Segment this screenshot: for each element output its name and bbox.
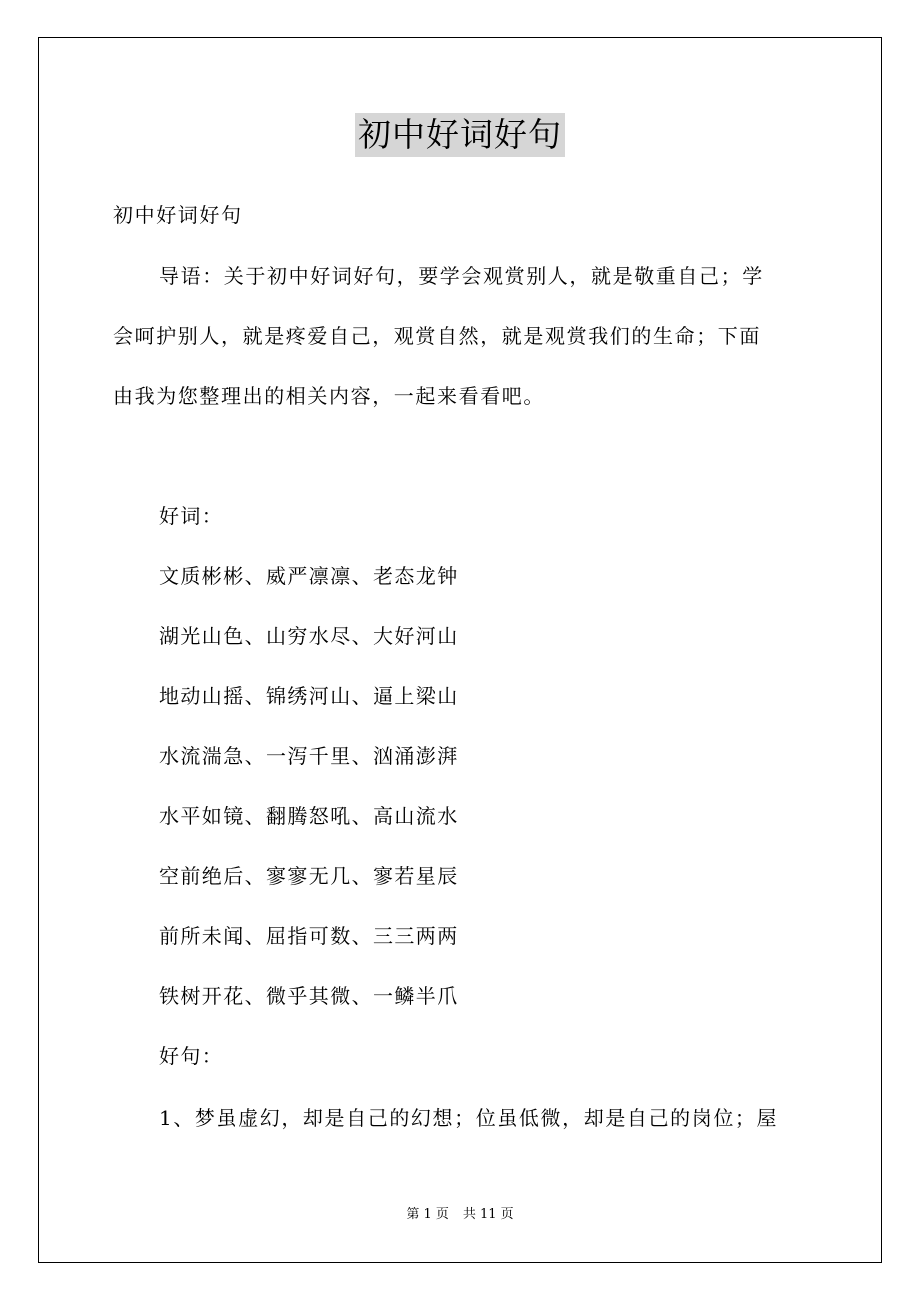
good-words-line: 文质彬彬、威严凛凛、老态龙钟 [159,564,459,588]
good-words-line: 湖光山色、山穷水尽、大好河山 [159,624,459,648]
page-number: 第 1 页 [406,1207,449,1222]
document-subtitle: 初中好词好句 [113,203,243,227]
good-words-heading: 好词： [159,504,224,528]
intro-line-2: 会呵护别人，就是疼爱自己，观赏自然，就是观赏我们的生命；下面 [113,324,761,348]
good-sentence-line: 1、梦虽虚幻，却是自己的幻想；位虽低微，却是自己的岗位；屋 [159,1106,779,1130]
document-title [0,113,920,157]
good-words-line: 前所未闻、屈指可数、三三两两 [159,924,459,948]
page-footer [0,1206,920,1224]
document-title-text: 初中好词好句 [355,113,565,157]
good-sentences-heading: 好句： [159,1044,224,1068]
good-words-line: 水流湍急、一泻千里、汹涌澎湃 [159,744,459,768]
good-words-line: 空前绝后、寥寥无几、寥若星辰 [159,864,459,888]
intro-line-1: 导语：关于初中好词好句，要学会观赏别人，就是敬重自己；学 [159,264,764,288]
intro-line-3: 由我为您整理出的相关内容，一起来看看吧。 [113,384,545,408]
good-words-line: 水平如镜、翻腾怒吼、高山流水 [159,804,459,828]
good-words-line: 地动山摇、锦绣河山、逼上梁山 [159,684,459,708]
good-words-line: 铁树开花、微乎其微、一鳞半爪 [159,984,459,1008]
page-total: 共 11 页 [462,1207,514,1222]
